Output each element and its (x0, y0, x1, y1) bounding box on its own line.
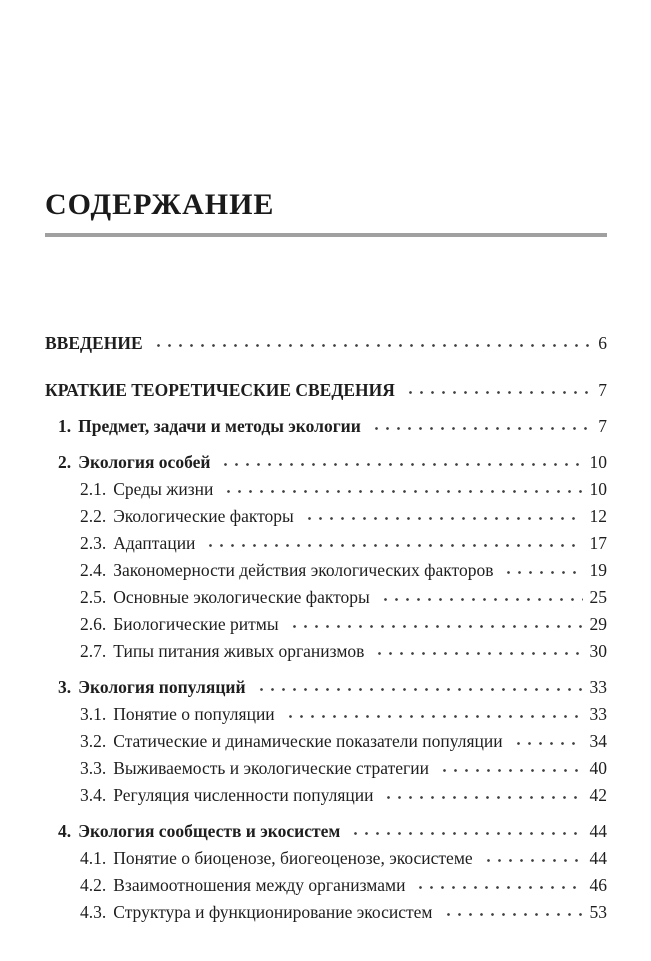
toc-entry-page: 29 (589, 614, 607, 634)
toc-entry-page: 42 (589, 785, 607, 805)
toc-entry-page: 44 (589, 848, 607, 868)
toc-entry (45, 638, 607, 665)
toc-entry-title: Структура и функционирование экосистем (113, 902, 433, 922)
toc-entry-number: 2.3. (80, 533, 107, 553)
toc-entry-page: 53 (589, 902, 607, 922)
toc-entry (45, 755, 607, 782)
toc-entry (45, 413, 607, 440)
dot-leader (403, 377, 591, 404)
toc-entry (45, 674, 607, 701)
toc-entry-title: Экология сообществ и экосистем (78, 821, 341, 841)
toc-entry-number: 3. (58, 677, 72, 697)
dot-leader (348, 818, 582, 845)
page-title: СОДЕРЖАНИЕ (45, 188, 275, 221)
toc-entry-title: Адаптации (113, 533, 196, 553)
toc-entry-page: 7 (598, 380, 607, 400)
toc-entry-title: Регуляция численности популяции (113, 785, 374, 805)
toc-entry-page: 10 (589, 452, 607, 472)
dot-leader (369, 413, 591, 440)
toc-entry-page: 7 (598, 416, 607, 436)
toc-entry-page: 46 (589, 875, 607, 895)
toc-entry-page: 19 (589, 560, 607, 580)
dot-leader (372, 638, 582, 665)
toc-entry-title: ВВЕДЕНИЕ (45, 333, 143, 353)
toc-entry-title: Экологические факторы (113, 506, 294, 526)
toc-entry-number: 4.3. (80, 902, 107, 922)
dot-leader (151, 330, 592, 357)
toc-entry-title: Типы питания живых организмов (113, 641, 365, 661)
toc-entry-title: Выживаемость и экологические стратегии (113, 758, 429, 778)
toc-entry-title: Статические и динамические показатели популяции (113, 731, 503, 751)
toc-entry (45, 476, 607, 503)
toc-entry-title: Закономерности действия экологических факторов (113, 560, 494, 580)
toc-entry (45, 530, 607, 557)
toc-entry-title: Экология особей (78, 452, 211, 472)
toc-entry (45, 449, 607, 476)
toc-entry-number: 2.7. (80, 641, 107, 661)
toc-entry-title: Основные экологические факторы (113, 587, 370, 607)
toc-entry-number: 2.5. (80, 587, 107, 607)
toc-entry-page: 30 (589, 641, 607, 661)
toc-entry-number: 2.6. (80, 614, 107, 634)
toc-entry-title: Среды жизни (113, 479, 214, 499)
toc-entry (45, 782, 607, 809)
toc-entry (45, 845, 607, 872)
dot-leader (221, 476, 582, 503)
toc-entry-title: Экология популяций (78, 677, 246, 697)
toc-entry-title: Взаимоотношения между организмами (113, 875, 406, 895)
dot-leader (441, 899, 583, 926)
dot-leader (378, 584, 583, 611)
toc-entry (45, 377, 607, 404)
dot-leader (511, 728, 583, 755)
dot-leader (302, 503, 583, 530)
dot-leader (381, 782, 582, 809)
dot-leader (413, 872, 582, 899)
toc-entry-number: 3.4. (80, 785, 107, 805)
toc-entry-number: 4. (58, 821, 72, 841)
toc-entry-title: Понятие о биоценозе, биогеоценозе, экосистеме (113, 848, 473, 868)
toc-entry-page: 33 (589, 677, 607, 697)
toc-entry-page: 12 (589, 506, 607, 526)
toc-entry-number: 2.1. (80, 479, 107, 499)
toc-entry (45, 503, 607, 530)
toc-entry-number: 2.4. (80, 560, 107, 580)
toc-entry-page: 33 (589, 704, 607, 724)
toc-entry-number: 3.3. (80, 758, 107, 778)
toc-entry-page: 34 (589, 731, 607, 751)
toc-entry-page: 25 (589, 587, 607, 607)
toc-entry (45, 611, 607, 638)
toc-entry-page: 10 (589, 479, 607, 499)
toc-entry-title: Предмет, задачи и методы экологии (78, 416, 361, 436)
toc-entry-number: 4.2. (80, 875, 107, 895)
dot-leader (481, 845, 583, 872)
toc-entry (45, 330, 607, 357)
dot-leader (254, 674, 583, 701)
toc-entry-number: 3.1. (80, 704, 107, 724)
toc-entry-page: 44 (589, 821, 607, 841)
toc-entry-title: Биологические ритмы (113, 614, 279, 634)
toc-entry (45, 728, 607, 755)
dot-leader (287, 611, 583, 638)
toc-entry-page: 17 (589, 533, 607, 553)
toc-entry-title: Понятие о популяции (113, 704, 275, 724)
toc-entry (45, 557, 607, 584)
title-rule-divider (45, 233, 607, 237)
toc-entry-page: 40 (589, 758, 607, 778)
toc-entry (45, 818, 607, 845)
toc-entry (45, 701, 607, 728)
dot-leader (501, 557, 582, 584)
toc-entry (45, 584, 607, 611)
toc-list (45, 330, 607, 926)
dot-leader (283, 701, 583, 728)
toc-entry-title: КРАТКИЕ ТЕОРЕТИЧЕСКИЕ СВЕДЕНИЯ (45, 380, 395, 400)
dot-leader (203, 530, 582, 557)
dot-leader (218, 449, 582, 476)
toc-entry-page: 6 (598, 333, 607, 353)
toc-entry-number: 3.2. (80, 731, 107, 751)
toc-entry-number: 2.2. (80, 506, 107, 526)
dot-leader (437, 755, 583, 782)
toc-entry (45, 872, 607, 899)
toc-entry-number: 2. (58, 452, 72, 472)
toc-entry (45, 899, 607, 926)
toc-entry-number: 4.1. (80, 848, 107, 868)
toc-entry-number: 1. (58, 416, 72, 436)
